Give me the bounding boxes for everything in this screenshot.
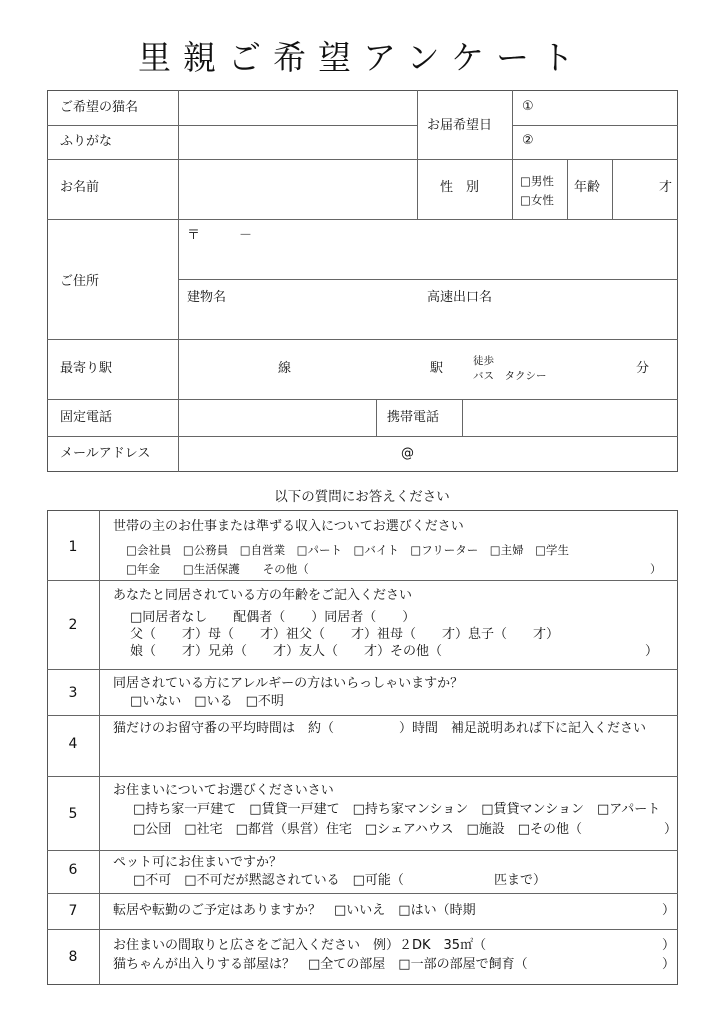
cat-name-field[interactable] <box>180 92 416 124</box>
line-label: 線 <box>278 361 292 376</box>
question-5-number: 5 <box>68 806 78 822</box>
walk-label: 徒歩 <box>473 355 494 367</box>
question-1-options-other[interactable]: □年金 □生活保護 その他（ <box>126 562 309 576</box>
station-unit: 駅 <box>430 361 444 376</box>
mobile-label: 携帯電話 <box>387 410 440 425</box>
furigana-label: ふりがな <box>60 134 113 149</box>
visit-date-option-2[interactable]: ② <box>522 133 534 148</box>
question-1-options[interactable]: □会社員 □公務員 □自営業 □パート □バイト □フリーター □主婦 □学生 <box>126 543 569 557</box>
question-7-number: 7 <box>68 903 78 919</box>
email-at-sign[interactable]: @ <box>401 446 414 461</box>
question-3-options[interactable]: □いない □いる □不明 <box>130 694 284 709</box>
gender-male-checkbox[interactable]: □男性 <box>520 174 554 188</box>
question-6-tail: 匹まで） <box>494 873 547 888</box>
landline-field[interactable] <box>180 401 374 434</box>
question-5-line-2[interactable]: □公団 □社宅 □都営（県営）住宅 □シェアハウス □施設 □その他（ <box>133 822 583 837</box>
question-3-text: 同居されている方にアレルギーの方はいらっしゃいますか？ <box>113 676 464 691</box>
visit-date-label: お届希望日 <box>427 118 493 133</box>
age-label: 年齢 <box>574 180 601 195</box>
question-2-close: ） <box>645 644 659 659</box>
question-5-close: ） <box>664 822 678 837</box>
question-1-number: 1 <box>68 539 78 555</box>
question-8-close-2: ） <box>662 957 676 972</box>
name-label: お名前 <box>60 180 100 195</box>
nearest-station-label: 最寄り駅 <box>60 361 113 376</box>
furigana-field[interactable] <box>180 127 416 158</box>
question-7-close: ） <box>662 903 676 918</box>
visit-date-option-1[interactable]: ① <box>522 99 534 114</box>
question-4-number: 4 <box>68 736 78 752</box>
minutes-label: 分 <box>636 361 650 376</box>
bus-taxi-label: バス タクシー <box>473 370 547 382</box>
questions-heading: 以下の質問にお答えください <box>274 489 450 505</box>
page-title: 里親ご希望アンケート <box>137 38 587 77</box>
question-2-line-3[interactable]: 娘（ 才）兄弟（ 才）友人（ 才）その他（ <box>130 644 443 659</box>
question-2-line-1[interactable]: □同居者なし 配偶者（ ）同居者（ ） <box>130 610 416 625</box>
email-label: メールアドレス <box>60 446 151 461</box>
question-8-number: 8 <box>68 949 78 965</box>
question-1-text: 世帯の主のお仕事または準ずる収入についてお選びください <box>113 519 464 534</box>
question-8-line-1[interactable]: お住まいの間取りと広さをご記入ください 例）２DK 35㎡（ <box>113 938 487 953</box>
question-5-line-1[interactable]: □持ち家一戸建て □賃貸一戸建て □持ち家マンション □賃貸マンション □アパート <box>133 802 661 817</box>
mobile-field[interactable] <box>464 401 676 434</box>
question-7-text[interactable]: 転居や転勤のご予定はありますか？ □いいえ □はい（時期 <box>113 903 476 918</box>
question-1-close: ） <box>650 562 662 576</box>
question-6-options[interactable]: □不可 □不可だが黙認されている □可能（ <box>133 873 404 888</box>
question-6-number: 6 <box>68 862 78 878</box>
highway-exit-label: 高速出口名 <box>427 290 493 305</box>
question-2-line-2[interactable]: 父（ 才）母（ 才）祖父（ 才）祖母（ 才）息子（ 才） <box>130 627 560 642</box>
age-unit: 才 <box>659 180 673 195</box>
question-6-text: ペット可にお住まいですか？ <box>113 855 283 870</box>
question-3-number: 3 <box>68 685 78 701</box>
question-4-text: 猫だけのお留守番の平均時間は 約（ ）時間 補足説明あれば下に記入ください <box>113 721 647 736</box>
question-8-line-2[interactable]: 猫ちゃんが出入りする部屋は？ □全ての部屋 □一部の部屋で飼育（ <box>113 957 528 972</box>
question-2-number: 2 <box>68 617 78 633</box>
question-8-close-1: ） <box>662 938 676 953</box>
gender-label: 性 別 <box>440 180 480 195</box>
gender-female-checkbox[interactable]: □女性 <box>520 193 554 207</box>
question-5-text: お住まいについてお選びくださいさい <box>113 783 334 798</box>
building-label: 建物名 <box>187 290 227 305</box>
postal-code-field[interactable]: 〒 － <box>187 228 253 243</box>
name-field[interactable] <box>180 161 416 218</box>
cat-name-label: ご希望の猫名 <box>60 100 139 115</box>
landline-label: 固定電話 <box>60 410 113 425</box>
address-label: ご住所 <box>60 274 100 289</box>
question-2-text: あなたと同居されている方の年齢をご記入ください <box>113 588 413 603</box>
